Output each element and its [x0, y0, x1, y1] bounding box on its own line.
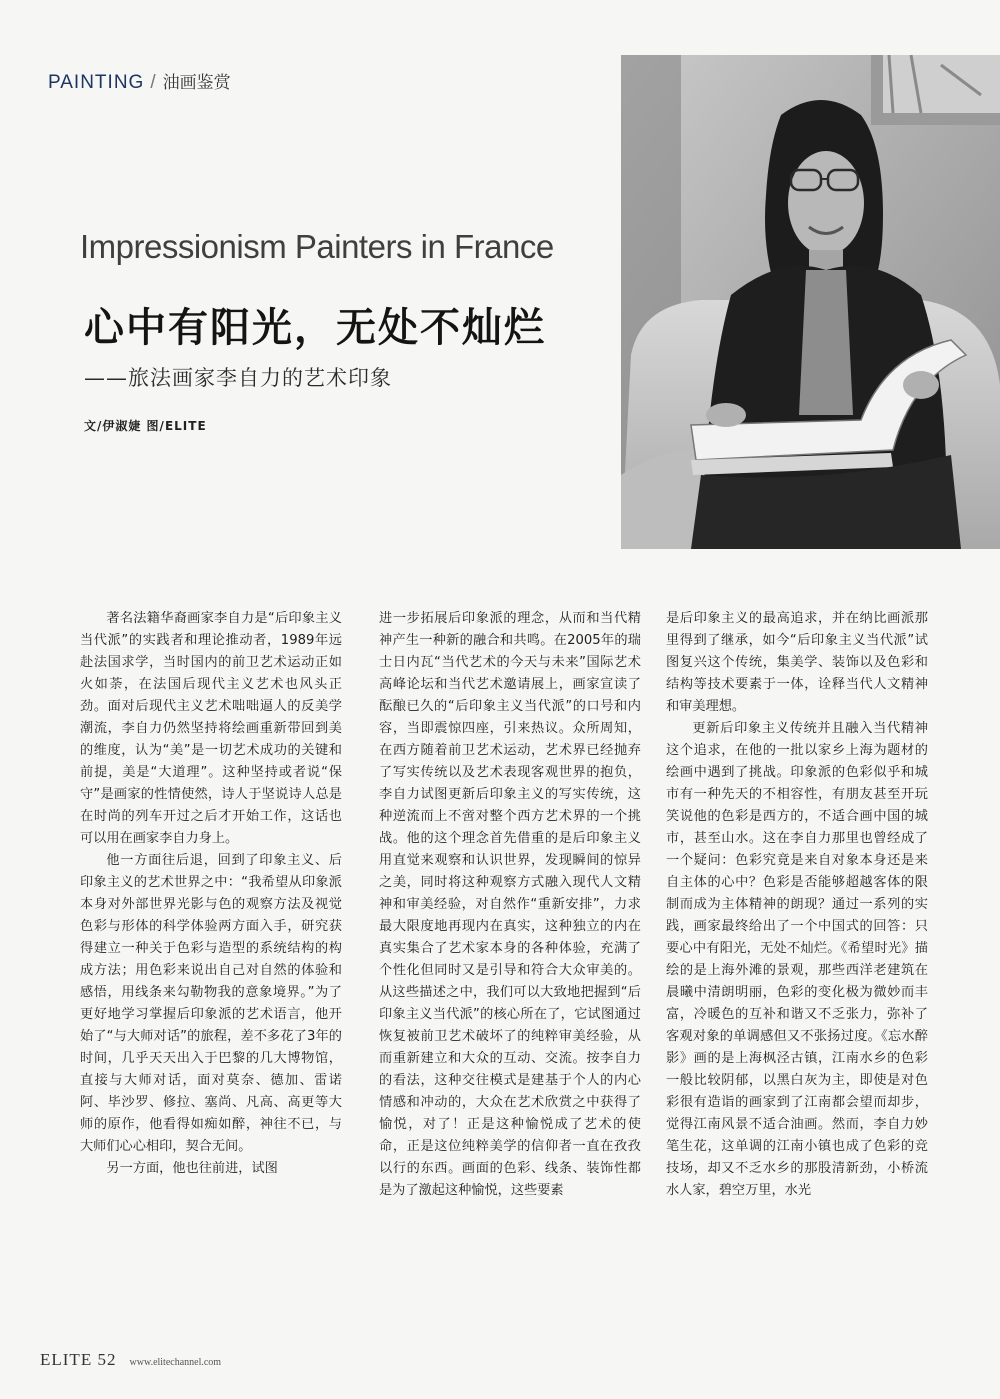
- paragraph: 他一方面往后退，回到了印象主义、后印象主义的艺术世界之中：“我希望从印象派本身对外部世界光影与色的观察方法及视觉色彩与形体的科学体验两方面入手，研究获得建立一种关于色彩与造型的系统结构的构成方法；用色彩来说出自己对自然的体验和感悟，用线条来勾勒物我的意象境界。”为了更好地学习掌握后印象派的艺术语言，他开始了“与大师对话”的旅程，差不多花了3年的时间，几乎天天出入于巴黎的几大博物馆，直接与大师对话，面对莫奈、德加、雷诺阿、毕沙罗、修拉、塞尚、凡高、高更等大师的原作，他看得如痴如醉，神往不已，与大师们心心相印，契合无间。: [80, 853, 342, 1154]
- section-label: [48, 68, 231, 94]
- magazine-page-number: ELITE 52: [40, 1350, 117, 1369]
- paragraph: 另一方面，他也往前进，试图: [106, 1161, 278, 1176]
- portrait-photo: [621, 55, 1000, 549]
- magazine-url: www.elitechannel.com: [129, 1357, 222, 1368]
- article-title-en: Impressionism Painters in France: [80, 228, 554, 265]
- paragraph: 进一步拓展后印象派的理念，从而和当代精神产生一种新的融合和共鸣。在2005年的瑞士日内瓦“当代艺术的今天与未来”国际艺术高峰论坛和当代艺术邀请展上，画家宣读了酝酿已久的“后印象主义当代派”的口号和内容，当即震惊四座，引来热议。众所周知，在西方随着前卫艺术运动，艺术界已经抛弃了写实传统以及艺术表现客观世界的抱负，李自力试图更新后印象主义的写实传统，这种逆流而上不啻对整个西方艺术界的一个挑战。他的这个理念首先借重的是后印象主义用直觉来观察和认识世界，发现瞬间的惊异之美，同时将这种观察方式融入现代人文精神和审美经验，对自然作“重新安排”，力求最大限度地再现内在真实，这种独立的内在真实集合了艺术家本身的各种体验，充满了个性化但同时又是引导和符合大众审美的。从这些描述之中，我们可以大致地把握到“后印象主义当代派”的核心所在了，它试图通过恢复被前卫艺术破坏了的纯粹审美经验，从而重新建立和大众的互动、交流。按李自力的看法，这种交往模式是建基于个人的内心情感和冲动的，大众在艺术欣赏之中获得了愉悦，对了！正是这种愉悦成了艺术的使命，正是这位纯粹美学的信仰者一直在孜孜以行的东西。画面的色彩、线条、装饰性都是为了激起这种愉悦，这些要素: [379, 611, 641, 1198]
- article-title-cn: 心中有阳光，无处不灿烂: [84, 305, 546, 351]
- text-column-3: [666, 608, 928, 1343]
- text-column-2: [379, 608, 641, 1343]
- section-label-cn: 油画鉴赏: [162, 73, 231, 93]
- article-subtitle: ——旅法画家李自力的艺术印象: [84, 366, 392, 390]
- byline: 文/伊淑婕 图/ELITE: [84, 419, 207, 433]
- paragraph: 更新后印象主义传统并且融入当代精神这个追求，在他的一批以家乡上海为题材的绘画中遇到了挑战。印象派的色彩似乎和城市有一种先天的不相容性，有朋友甚至开玩笑说他的色彩是西方的，不适合画中国的城市，甚至山水。这在李自力那里也曾经成了一个疑问：色彩究竟是来自对象本身还是来自主体的心中？色彩是否能够超越客体的限制而成为主体精神的朗现？通过一系列的实践，画家最终给出了一个中国式的回答：只要心中有阳光，无处不灿烂。《希望时光》描绘的是上海外滩的景观，那些西洋老建筑在晨曦中清朗明丽，色彩的变化极为微妙而丰富，冷暖色的互补和谐又不乏张力，弥补了客观对象的单调感但又不张扬过度。《忘水醉影》画的是上海枫泾古镇，江南水乡的色彩一般比较阴郁，以黑白灰为主，即使是对色彩很有造诣的画家到了江南都会望而却步，觉得江南风景不适合油画。然而，李自力妙笔生花，这单调的江南小镇也成了色彩的竞技场，却又不乏水乡的那股清新劲，小桥流水人家，碧空万里，水光: [666, 721, 928, 1198]
- section-separator: /: [150, 72, 157, 93]
- text-column-1: [80, 608, 342, 1343]
- section-label-en: PAINTING: [48, 72, 145, 93]
- paragraph: 著名法籍华裔画家李自力是“后印象主义当代派”的实践者和理论推动者，1989年远赴法国求学，当时国内的前卫艺术运动正如火如荼，在法国后现代主义艺术也风头正劲。面对后现代主义艺术咄咄逼人的反美学潮流，李自力仍然坚持将绘画重新带回到美的维度，认为“美”是一切艺术成功的关键和前提，美是“大道理”。这种坚持或者说“保守”是画家的性情使然，诗人于坚说诗人总是在时尚的列车开过之后才开始工作，这话也可以用在画家李自力身上。: [80, 611, 342, 846]
- page-footer: [40, 1350, 221, 1370]
- paragraph: 是后印象主义的最高追求，并在纳比画派那里得到了继承，如今“后印象主义当代派”试图复兴这个传统，集美学、装饰以及色彩和结构等技术要素于一体，诠释当代人文精神和审美理想。: [666, 611, 928, 714]
